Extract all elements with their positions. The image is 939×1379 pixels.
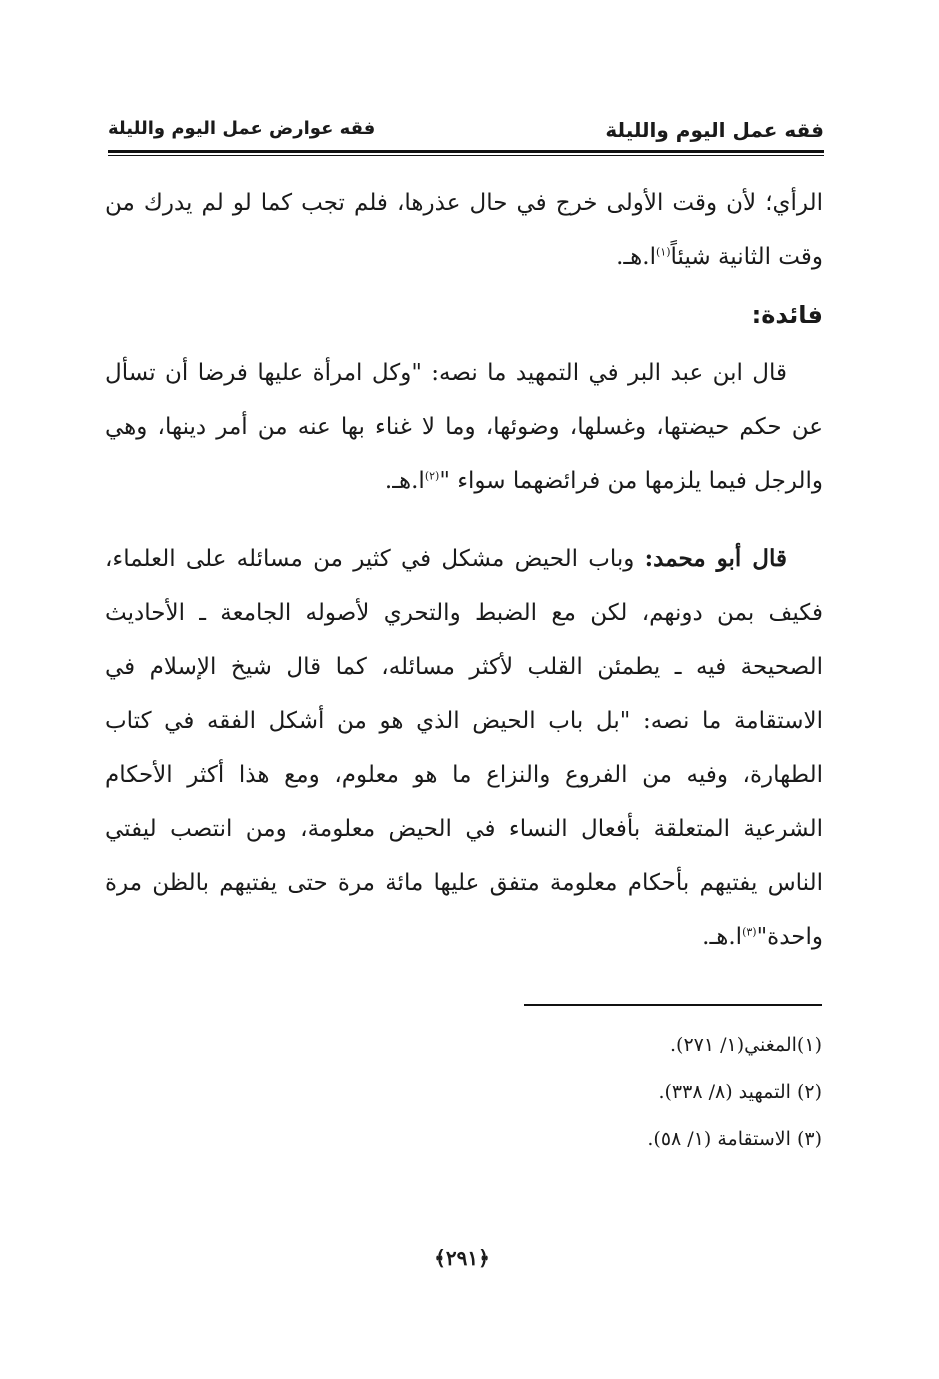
- footnote-1: (١)المغني(١/ ٢٧١).: [669, 1034, 822, 1056]
- footnote-ref-2: (٢): [424, 469, 440, 483]
- paragraph-1-text: الرأي؛ لأن وقت الأولى خرج في حال عذرها، فلم تجب كما لو لم يدرك من وقت الثانية شيئاً: [105, 190, 823, 270]
- paragraph-2: [105, 346, 823, 508]
- paragraph-gap: [105, 508, 823, 532]
- book-title: فقه عمل اليوم والليلة: [605, 118, 824, 142]
- paragraph-2-end: ا.هـ.: [384, 468, 425, 494]
- paragraph-2-text: قال ابن عبد البر في التمهيد ما نصه: "وكل امرأة عليها فرضا أن تسأل عن حكم حيضتها، وغسلها، وضوئها، وما لا غناء بها عنه من أمر دينها، وهي والرجل فيما يلزمها من فرائضهما سواء ": [105, 360, 823, 494]
- paragraph-3: [105, 532, 823, 964]
- running-header: [108, 118, 824, 158]
- page-number: ﴿٢٩١﴾: [434, 1246, 490, 1270]
- footnote-ref-1: (١): [655, 245, 671, 259]
- paragraph-1-end: ا.هـ.: [616, 244, 656, 270]
- header-rule-thin: [108, 155, 824, 156]
- chapter-title: فقه عوارض عمل اليوم والليلة: [108, 118, 376, 139]
- footnote-3: (٣) الاستقامة (١/ ٥٨).: [647, 1128, 822, 1150]
- footnotes: [500, 1022, 822, 1163]
- footnote-separator: [524, 1004, 822, 1006]
- paragraph-3-text: وباب الحيض مشكل في كثير من مسائله على العلماء، فكيف بمن دونهم، لكن مع الضبط والتحري لأصوله الجامعة ـ الأحاديث الصحيحة فيه ـ يطمئن القلب لأكثر مسائله، كما قال شيخ الإسلام في الاستقامة ما نصه: "بل باب الحيض الذي هو من أشكل الفقه في كتاب الطهارة، وفيه من الفروع والنزاع ما هو معلوم، ومع هذا أكثر الأحكام الشرعية المتعلقة بأفعال النساء في الحيض معلومة، ومن انتصب ليفتي الناس يفتيهم بأحكام معلومة متفق عليها مائة مرة حتى يفتيهم بالظن مرة واحدة": [105, 546, 823, 950]
- paragraph-3-end: ا.هـ.: [702, 924, 743, 950]
- paragraph-3-lead: قال أبو محمد:: [644, 545, 787, 572]
- header-rule-thick: [108, 150, 824, 153]
- section-heading: فائدة:: [751, 301, 823, 329]
- main-text: [105, 176, 823, 964]
- footnote-ref-3: (٣): [742, 925, 757, 939]
- paragraph-1: [105, 176, 823, 284]
- footnote-2: (٢) التمهيد (٨/ ٣٣٨).: [658, 1081, 822, 1103]
